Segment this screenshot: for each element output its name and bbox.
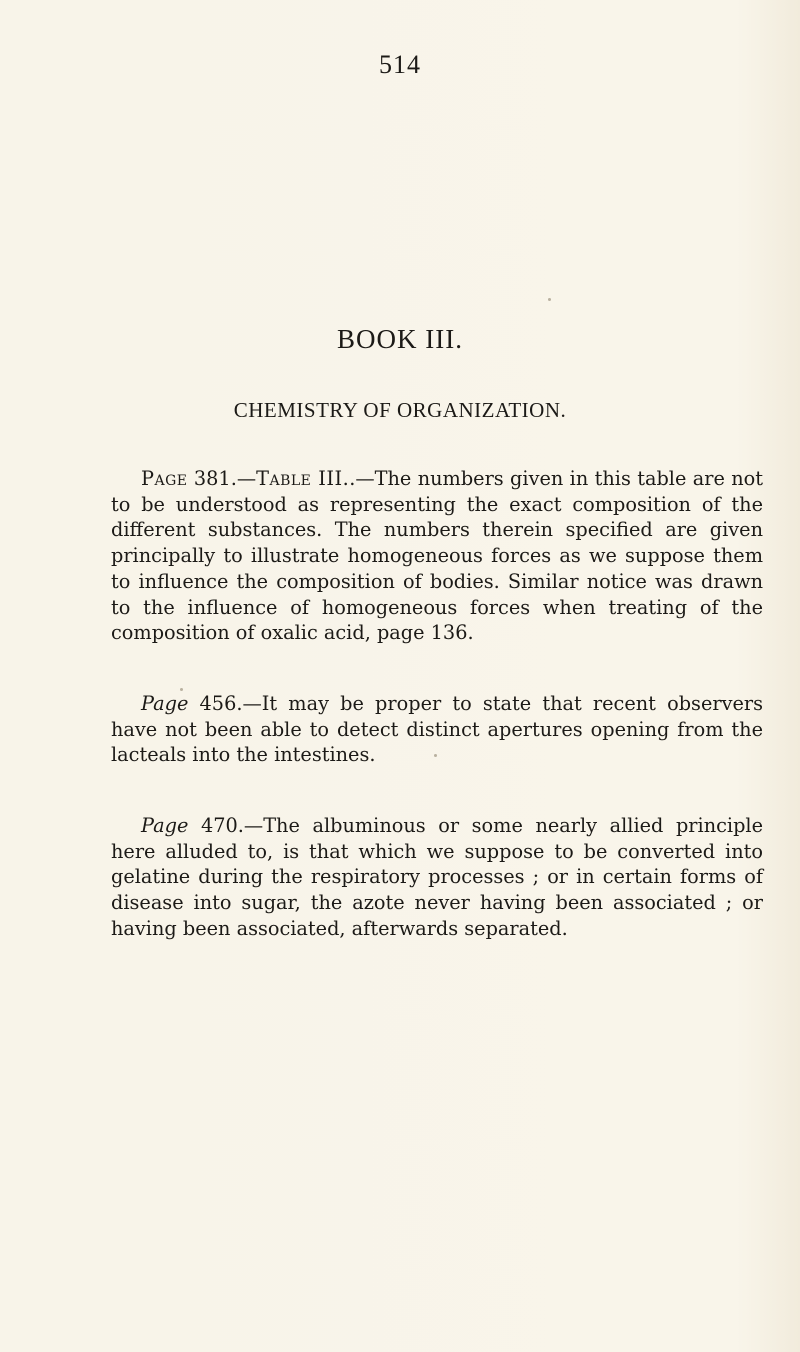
note-text: The numbers given in this table are not to be understood as representing the exact composition of the different substances. The numbers therein specified are given principally to illustrate homogeneous forces as we suppose them to influence the composition of bodies. Similar notice was drawn to the influence of homogeneous forces when treating of the composition of oxalic acid, page 136.: [111, 467, 763, 645]
note-sub-label: Table III.: [256, 467, 350, 490]
notes-section: [111, 466, 763, 987]
note-ref-label: Page: [141, 467, 188, 490]
note-text: The albuminous or some nearly allied principle here alluded to, is that which we suppose to be converted into gelatine during the respiratory processes ; or in certain forms of disease into sugar, the azote never having been associated ; or having been associated, afterwards separated.: [111, 814, 763, 940]
note-text: It may be proper to state that recent observers have not been able to detect distinct apertures opening from the lacteals into the intestines.: [111, 691, 763, 767]
book-heading: BOOK III.: [337, 324, 463, 354]
note-page-470: [111, 813, 763, 942]
paper-speck: [434, 754, 437, 757]
section-heading: CHEMISTRY OF ORGANIZATION.: [233, 398, 567, 422]
note-separator: .—: [237, 814, 264, 838]
page-number: 514: [379, 50, 421, 79]
note-separator: .—: [349, 467, 375, 490]
note-page-456: [111, 691, 763, 768]
note-ref-number: 381: [193, 467, 231, 490]
note-ref-label: Page: [141, 814, 189, 838]
paper-speck: [548, 298, 551, 301]
note-separator: .—: [236, 691, 262, 715]
note-ref-number: 456: [199, 691, 237, 715]
note-separator: .—: [230, 467, 257, 490]
paper-speck: [180, 688, 183, 691]
note-ref-label: Page: [141, 691, 189, 715]
note-ref-number: 470: [200, 814, 238, 838]
note-page-381: [111, 466, 763, 646]
